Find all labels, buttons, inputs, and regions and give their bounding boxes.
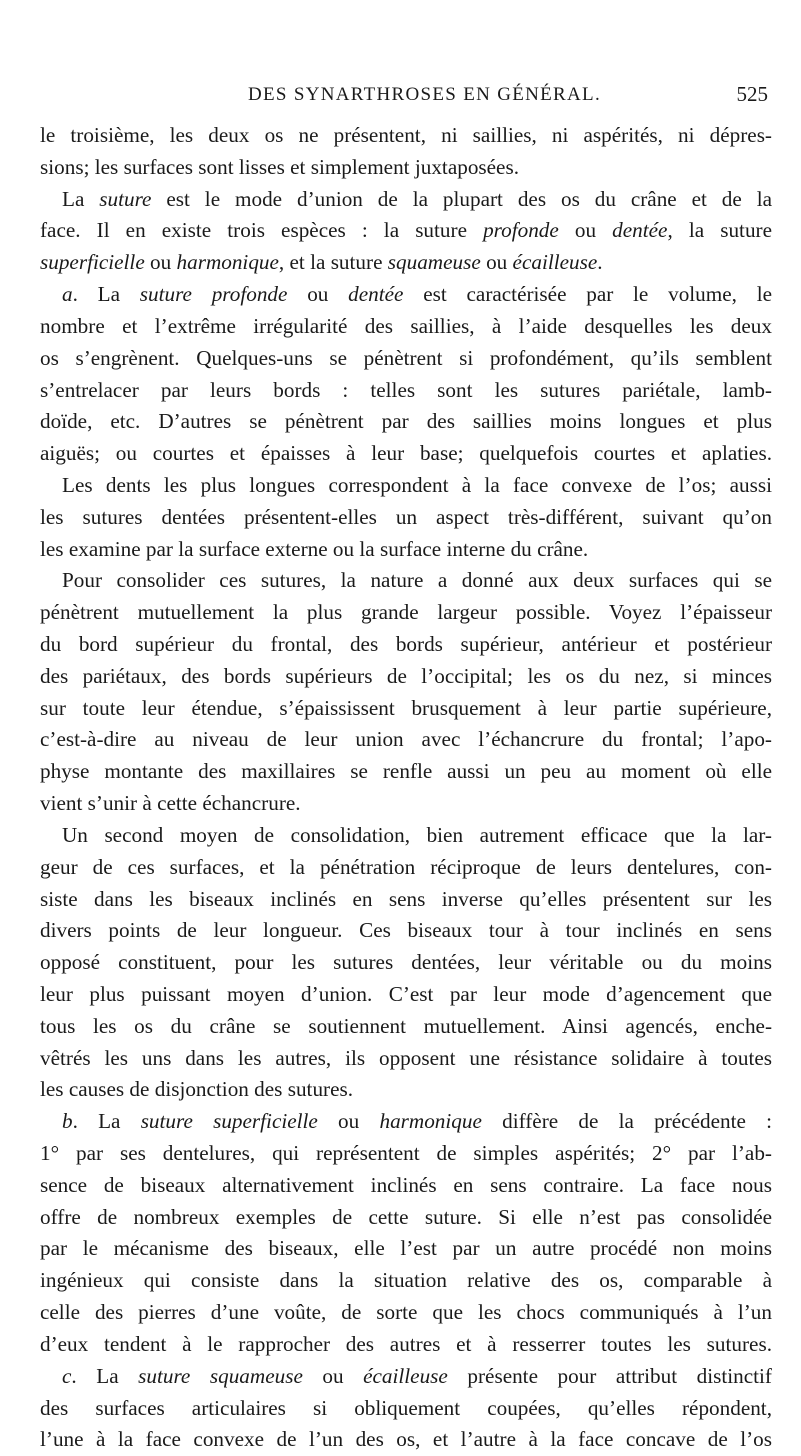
text-line	[40, 279, 772, 311]
text-line	[40, 1170, 772, 1202]
text-line	[40, 597, 772, 629]
text-run: c’est-à-dire au niveau de leur union avec l’échancrure du frontal; l’apo-	[40, 727, 772, 752]
text-line	[40, 947, 772, 979]
text-line	[40, 343, 772, 375]
italic-term: a	[62, 282, 73, 307]
italic-term: squameuse	[387, 250, 481, 275]
italic-term: harmonique	[379, 1109, 482, 1134]
text-run: La	[62, 186, 100, 211]
text-run: aiguës; ou courtes et épaisses à leur base; quelquefois courtes et aplaties.	[40, 441, 772, 466]
text-run: nombre et l’extrême irrégularité des saillies, à l’aide desquelles les deux	[40, 313, 772, 338]
italic-term: dentée	[612, 218, 668, 243]
body-text	[40, 120, 772, 1456]
text-line	[40, 724, 772, 756]
page-header	[248, 84, 768, 114]
text-run: Pour consolider ces sutures, la nature a donné aux deux surfaces qui se	[62, 568, 772, 593]
text-run: opposé constituent, pour les sutures dentées, leur véritable ou du moins	[40, 950, 772, 975]
text-line	[40, 311, 772, 343]
text-run: , la suture	[667, 218, 773, 243]
text-run: les causes de disjonction des sutures.	[40, 1077, 354, 1102]
text-line	[40, 629, 772, 661]
italic-term: harmonique	[176, 250, 279, 275]
italic-term: dentée	[348, 282, 404, 307]
running-title: DES SYNARTHROSES EN GÉNÉRAL.	[248, 84, 601, 105]
text-line	[40, 1106, 772, 1138]
text-run: l’une à la face convexe de l’un des os, et l’autre à la face concave de l’os	[40, 1427, 772, 1452]
text-run: . La	[72, 282, 140, 307]
italic-term: b	[62, 1109, 73, 1134]
text-line	[40, 215, 772, 247]
text-run: leur plus puissant moyen d’union. C’est par leur mode d’agencement que	[40, 981, 772, 1006]
text-run: pénètrent mutuellement la plus grande largeur possible. Voyez l’épaisseur	[40, 600, 772, 625]
italic-term: écailleuse	[512, 250, 598, 275]
text-line	[40, 375, 772, 407]
text-run: ingénieux qui consiste dans la situation relative des os, comparable à	[40, 1268, 772, 1293]
text-line	[40, 915, 772, 947]
text-run: le troisième, les deux os ne présentent, ni saillies, ni aspérités, ni dépres-	[40, 123, 772, 147]
text-run: est le mode d’union de la plupart des os du crâne et de la	[151, 186, 772, 211]
text-run: offre de nombreux exemples de cette suture. Si elle n’est pas consolidée	[40, 1204, 772, 1229]
text-line	[40, 1361, 772, 1393]
text-run: face. Il en existe trois espèces : la suture	[40, 218, 484, 243]
italic-term: suture profonde	[139, 282, 288, 307]
text-line	[40, 1233, 772, 1265]
text-line	[40, 1138, 772, 1170]
text-run: ou	[144, 250, 177, 275]
text-line	[40, 247, 772, 279]
text-run: ou	[480, 250, 513, 275]
text-run: est caractérisée par le volume, le	[403, 282, 772, 307]
text-run: os s’engrènent. Quelques-uns se pénètrent si profondément, qu’ils semblent	[40, 345, 772, 370]
text-line	[40, 788, 772, 820]
text-run: ou	[287, 282, 349, 307]
text-line	[40, 1424, 772, 1456]
text-run: par le mécanisme des biseaux, elle l’est par un autre procédé non moins	[40, 1236, 772, 1261]
text-line	[40, 502, 772, 534]
text-run: tous les os du crâne se soutiennent mutuellement. Ainsi agencés, enche-	[40, 1013, 772, 1038]
text-line	[40, 120, 772, 152]
italic-term: suture	[99, 186, 152, 211]
text-line	[40, 1393, 772, 1425]
text-run: . La	[72, 1109, 141, 1134]
text-run: 1° par ses dentelures, qui représentent de simples aspérités; 2° par l’ab-	[40, 1141, 772, 1165]
text-line	[40, 1297, 772, 1329]
text-run: geur de ces surfaces, et la pénétration réciproque de leurs dentelures, con-	[40, 854, 772, 879]
text-run: s’entrelacer par leurs bords : telles sont les sutures pariétale, lamb-	[40, 377, 772, 402]
text-line	[40, 152, 772, 184]
text-line	[40, 1265, 772, 1297]
text-run: d’eux tendent à le rapprocher des autres et à resserrer toutes les sutures.	[40, 1331, 772, 1356]
text-run: sur toute leur étendue, s’épaississent brusquement à leur partie supérieure,	[40, 695, 772, 720]
text-run: .	[597, 250, 603, 275]
text-line	[40, 1074, 772, 1106]
italic-term: écailleuse	[363, 1363, 448, 1388]
italic-term: profonde	[483, 218, 559, 243]
text-run: physe montante des maxillaires se renfle aussi un peu au moment où elle	[40, 759, 772, 784]
text-run: , et la suture	[278, 250, 388, 275]
text-line	[40, 820, 772, 852]
text-run: celle des pierres d’une voûte, de sorte que les chocs communiqués à l’un	[40, 1300, 772, 1325]
text-run: siste dans les biseaux inclinés en sens inverse qu’elles présentent sur les	[40, 886, 772, 911]
text-line	[40, 884, 772, 916]
text-run: des surfaces articulaires si obliquement coupées, qu’elles répondent,	[40, 1395, 772, 1420]
text-line	[40, 756, 772, 788]
text-line	[40, 1011, 772, 1043]
italic-term: superficielle	[40, 250, 145, 275]
italic-term: c	[62, 1363, 72, 1388]
page-number: 525	[736, 82, 768, 106]
text-run: ou	[302, 1363, 364, 1388]
text-line	[40, 406, 772, 438]
text-run: ou	[317, 1109, 380, 1134]
italic-term: suture superficielle	[140, 1109, 318, 1134]
text-line	[40, 184, 772, 216]
text-line	[40, 470, 772, 502]
text-line	[40, 1202, 772, 1234]
text-run: sence de biseaux alternativement inclinés en sens contraire. La face nous	[40, 1172, 772, 1197]
italic-term: suture squameuse	[138, 1363, 303, 1388]
text-run: . La	[71, 1363, 139, 1388]
text-run: des pariétaux, des bords supérieurs de l’occipital; les os du nez, si minces	[40, 663, 772, 688]
text-run: Un second moyen de consolidation, bien autrement efficace que la lar-	[62, 822, 772, 847]
text-run: Les dents les plus longues correspondent à la face convexe de l’os; aussi	[62, 472, 772, 497]
text-run: vêtrés les uns dans les autres, ils opposent une résistance solidaire à toutes	[40, 1045, 772, 1070]
text-run: présente pour attribut distinctif	[447, 1363, 772, 1388]
text-line	[40, 661, 772, 693]
text-line	[40, 438, 772, 470]
text-line	[40, 852, 772, 884]
text-run: ou	[558, 218, 613, 243]
text-run: du bord supérieur du frontal, des bords supérieur, antérieur et postérieur	[40, 632, 772, 656]
text-run: vient s’unir à cette échancrure.	[40, 791, 301, 816]
text-run: divers points de leur longueur. Ces biseaux tour à tour inclinés en sens	[40, 918, 772, 943]
text-line	[40, 1329, 772, 1361]
text-line	[40, 1043, 772, 1075]
text-run: les examine par la surface externe ou la surface interne du crâne.	[40, 536, 589, 561]
text-run: les sutures dentées présentent-elles un aspect très-différent, suivant qu’on	[40, 504, 772, 529]
text-run: diffère de la précédente :	[481, 1109, 772, 1134]
text-run: sions; les surfaces sont lisses et simplement juxtaposées.	[40, 154, 520, 179]
text-line	[40, 534, 772, 566]
text-line	[40, 565, 772, 597]
text-run: doïde, etc. D’autres se pénètrent par des saillies moins longues et plus	[40, 409, 772, 434]
text-line	[40, 693, 772, 725]
text-line	[40, 979, 772, 1011]
